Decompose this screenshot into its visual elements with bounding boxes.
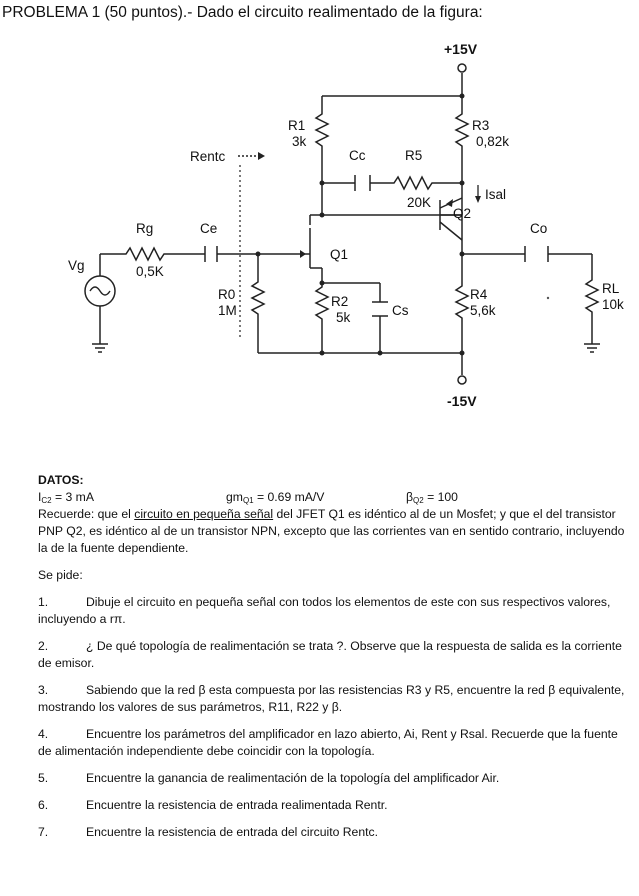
recuerde-note: Recuerde: que el circuito en pequeña señal del JFET Q1 es idéntico al de un Mosfet; y que el del transistor PNP Q2, es idéntico al de un transistor NPN, excepto que las corrientes van en sentido contrario, incluyendo la de la fuente dependiente. — [38, 507, 625, 555]
gm-value: $gm_{Q1} = 0.69$ mA/V — [226, 490, 325, 505]
vcc-terminal — [458, 64, 466, 72]
r0-value: 1M — [218, 303, 237, 318]
r4-value: 5,6k — [470, 303, 496, 318]
stray-dot — [547, 297, 549, 299]
vcc-label: +15V — [444, 41, 478, 57]
rentc-label: Rentc — [190, 149, 226, 164]
ic2-value: $I_{C2} = 3$ mA — [38, 490, 94, 505]
ce-label: Ce — [200, 221, 218, 236]
junction-dots — [256, 94, 465, 356]
list-item: 1. Dibuje el circuito en pequeña señal con todos los elementos de este con sus respectivos valores, incluyendo a rπ. — [38, 595, 611, 626]
vee-label: -15V — [447, 393, 477, 409]
r4-resistor — [456, 282, 468, 322]
list-item: 2. ¿ De qué topología de realimentación se trata ?. Observe que la respuesta de salida es la corriente de emisor. — [38, 639, 622, 670]
vg-label: Vg — [68, 258, 85, 273]
r4-label: R4 — [470, 287, 488, 302]
r1-resistor — [316, 110, 328, 150]
rg-resistor — [122, 248, 180, 260]
cc-capacitor — [355, 175, 370, 191]
list-item: 3. Sabiendo que la red β esta compuesta por las resistencias R3 y R5, encuentre la red β equivalente, mostrando los valores de sus parámetros, R11, R22 y β. — [38, 683, 625, 714]
list-item: 4. Encuentre los parámetros del amplificador en lazo abierto, Ai, Rent y Rsal. Recuerde que la fuente de alimentación independiente debe coincidir con la topología. — [38, 727, 618, 758]
problem-title: PROBLEMA 1 (50 puntos).- Dado el circuito realimentado de la figura: — [2, 4, 483, 21]
r1-value: 3k — [292, 134, 307, 149]
beta-value: $\beta_{Q2} = 100$ — [406, 490, 458, 505]
r1-label: R1 — [288, 118, 306, 133]
q1-gate-arrow — [300, 250, 306, 258]
problem-statement — [38, 472, 633, 841]
rl-value: 10k — [602, 297, 624, 312]
co-capacitor — [525, 246, 548, 262]
q2-emitter-arrow — [446, 199, 453, 207]
list-item: 7. Encuentre la resistencia de entrada del circuito Rentc. — [38, 825, 378, 839]
rl-resistor — [586, 276, 598, 316]
q1-label: Q1 — [330, 247, 349, 262]
q2-label: Q2 — [453, 206, 472, 221]
r2-value: 5k — [336, 310, 351, 325]
r2-resistor — [316, 283, 328, 322]
cc-label: Cc — [349, 148, 366, 163]
r3-resistor — [456, 110, 468, 150]
list-item: 6. Encuentre la resistencia de entrada realimentada Rentr. — [38, 798, 388, 812]
rg-label: Rg — [136, 221, 154, 236]
r3-value: 0,82k — [476, 134, 510, 149]
r2-label: R2 — [331, 294, 349, 309]
rg-value: 0,5K — [136, 264, 164, 279]
circuit-wires — [100, 73, 592, 375]
r3-label: R3 — [472, 118, 490, 133]
ground-icon — [92, 344, 108, 352]
r0-resistor — [252, 278, 264, 318]
vee-terminal — [458, 376, 466, 384]
se-pide-label: Se pide: — [38, 568, 83, 582]
datos-heading: DATOS: — [38, 473, 84, 487]
rl-label: RL — [602, 281, 620, 296]
ground-icon — [584, 344, 600, 352]
cs-label: Cs — [392, 303, 409, 318]
r5-resistor — [390, 177, 435, 189]
r0-label: R0 — [218, 287, 236, 302]
list-item: 5. Encuentre la ganancia de realimentación de la topología del amplificador Air. — [38, 771, 500, 785]
rentc-arrowhead — [258, 152, 265, 160]
r5-value: 20K — [407, 195, 432, 210]
datos-values-row — [38, 489, 633, 506]
co-label: Co — [530, 221, 548, 236]
r5-label: R5 — [405, 148, 423, 163]
isal-arrowhead — [475, 196, 481, 203]
cs-capacitor — [372, 302, 388, 316]
isal-label: Isal — [485, 187, 507, 202]
ce-capacitor — [205, 246, 217, 262]
